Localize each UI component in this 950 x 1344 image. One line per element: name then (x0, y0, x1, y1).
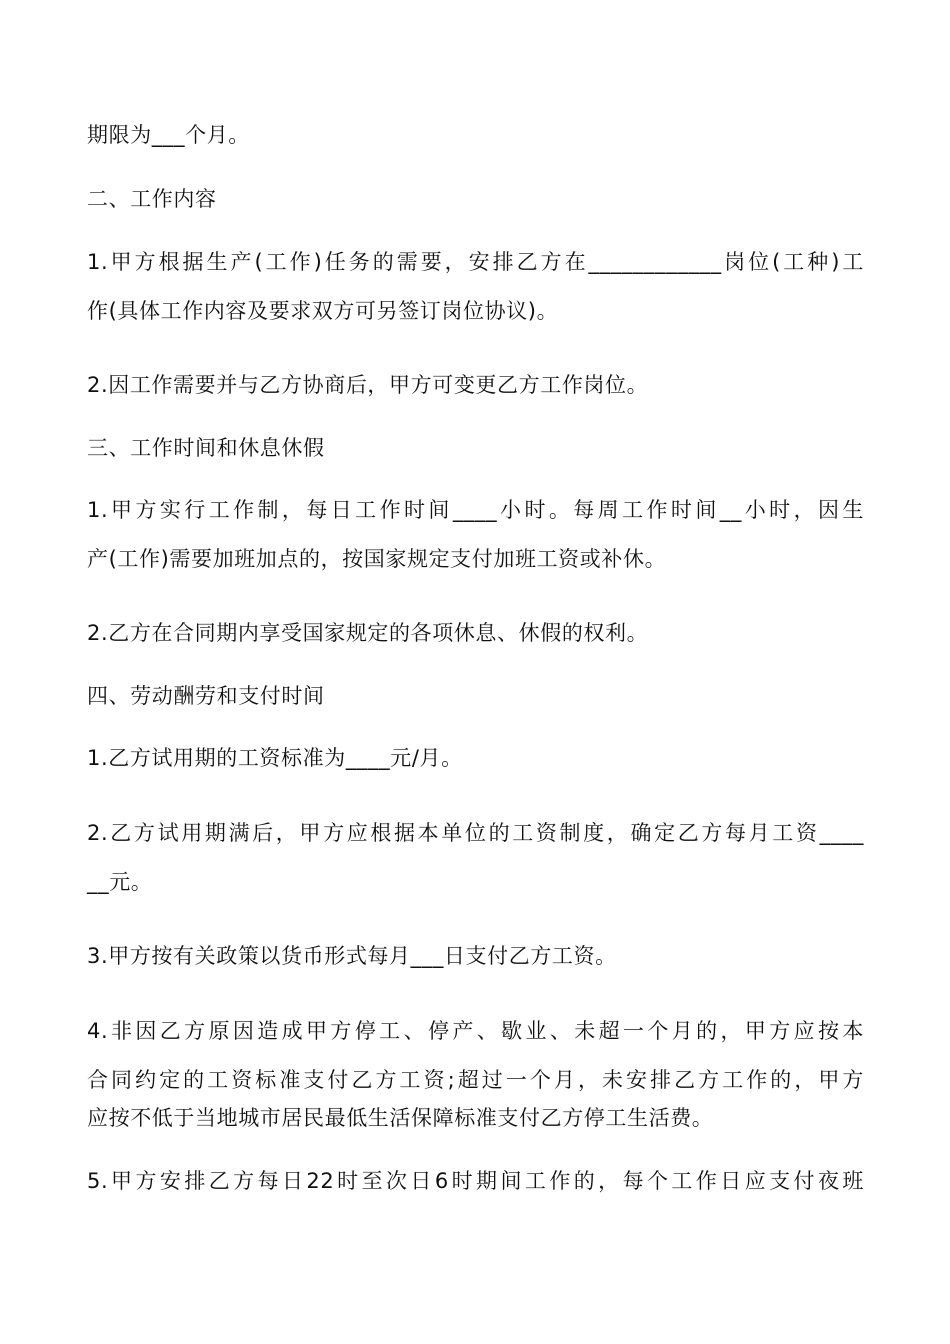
section-heading-work-content: 二、工作内容 (87, 187, 217, 211)
clause-4-3: 3.甲方按有关政策以货币形式每月___日支付乙方工资。 (87, 944, 617, 968)
section-heading-work-hours: 三、工作时间和休息休假 (87, 436, 325, 460)
clause-2-1-line-1: 1.甲方根据生产(工作)任务的需要，安排乙方在____________岗位(工种)工 (87, 250, 864, 274)
clause-4-2-line-2: __元。 (87, 870, 153, 894)
clause-2-2: 2.因工作需要并与乙方协商后，甲方可变更乙方工作岗位。 (87, 373, 649, 397)
clause-3-1-line-1: 1.甲方实行工作制，每日工作时间____小时。每周工作时间__小时，因生 (87, 498, 864, 522)
clause-3-1-line-2: 产(工作)需要加班加点的，按国家规定支付加班工资或补休。 (87, 547, 667, 571)
line-probation-period: 期限为___个月。 (87, 123, 250, 147)
clause-4-4-line-3: 应按不低于当地城市居民最低生活保障标准支付乙方停工生活费。 (87, 1106, 714, 1130)
clause-4-1: 1.乙方试用期的工资标准为____元/月。 (87, 746, 463, 770)
clause-3-2: 2.乙方在合同期内享受国家规定的各项休息、休假的权利。 (87, 621, 649, 645)
clause-4-4-line-2: 合同约定的工资标准支付乙方工资;超过一个月，未安排乙方工作的，甲方 (87, 1068, 864, 1092)
clause-4-4-line-1: 4.非因乙方原因造成甲方停工、停产、歇业、未超一个月的，甲方应按本 (87, 1019, 864, 1043)
clause-4-2-line-1: 2.乙方试用期满后，甲方应根据本单位的工资制度，确定乙方每月工资____ (87, 821, 864, 845)
clause-4-5-line-1: 5.甲方安排乙方每日22时至次日6时期间工作的，每个工作日应支付夜班 (87, 1169, 864, 1193)
section-heading-remuneration: 四、劳动酬劳和支付时间 (87, 684, 325, 708)
clause-2-1-line-2: 作(具体工作内容及要求双方可另签订岗位协议)。 (87, 299, 559, 323)
